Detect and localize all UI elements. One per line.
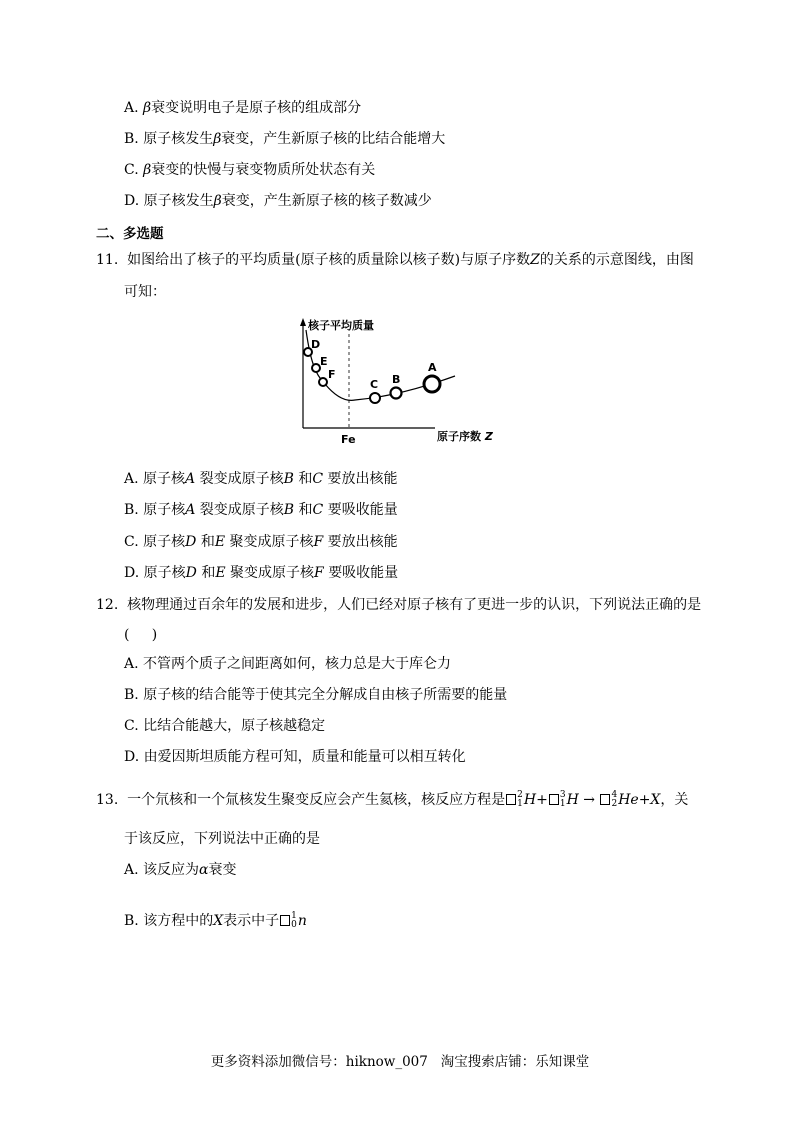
q11-option-c: C. 原子核D 和E 聚变成原子核F 要放出核能 <box>124 534 398 550</box>
q13-stem: 13. 一个氘核和一个氚核发生聚变反应会产生氦核，核反应方程是 2 1 H+ 3 1 H → 4 2 He+X，关 <box>96 790 689 809</box>
q13-option-a: A. 该反应为α衰变 <box>124 862 237 878</box>
fe-label: Fe <box>341 433 356 446</box>
q10-option-c: C. β衰变的快慢与衰变物质所处状态有关 <box>124 162 376 178</box>
label-d: D <box>311 338 321 351</box>
y-axis-arrow <box>300 318 306 326</box>
point-f <box>319 378 327 386</box>
label-b: B <box>392 373 401 386</box>
x-axis-label: 原子序数 Z <box>437 430 493 443</box>
q11-figure <box>295 316 505 450</box>
label-c: C <box>370 378 379 391</box>
q11-option-d: D. 原子核D 和E 聚变成原子核F 要吸收能量 <box>124 565 399 581</box>
q10-option-d: D. 原子核发生β衰变，产生新原子核的核子数减少 <box>124 193 432 209</box>
average-mass-graph <box>295 316 505 446</box>
label-a: A <box>428 361 437 374</box>
q11-stem: 11. 如图给出了核子的平均质量(原子核的质量除以核子数)与原子序数Z的关系的示意图线，由图 <box>96 252 694 268</box>
footer: 更多资料添加微信号：hiknow_007 淘宝搜索店铺：乐知课堂 <box>210 1054 590 1070</box>
q10-option-a: A. β衰变说明电子是原子核的组成部分 <box>124 100 362 116</box>
label-e: E <box>320 355 328 368</box>
point-a <box>424 376 440 392</box>
point-c <box>370 393 380 403</box>
box-glyph <box>280 915 290 926</box>
section-title: 二、多选题 <box>96 226 164 242</box>
y-axis-label: 核子平均质量 <box>308 319 374 332</box>
q11-option-a: A. 原子核A 裂变成原子核B 和C 要放出核能 <box>124 471 398 487</box>
point-b <box>391 388 402 399</box>
box-glyph <box>549 794 559 805</box>
q11-stem-cont: 可知： <box>124 284 166 300</box>
q12-paren: ( ) <box>124 627 158 643</box>
q12-option-d: D. 由爱因斯坦质能方程可知，质量和能量可以相互转化 <box>124 749 466 765</box>
box-glyph <box>506 794 516 805</box>
q12-option-b: B. 原子核的结合能等于使其完全分解成自由核子所需要的能量 <box>124 687 508 703</box>
q13-option-b: B. 该方程中的X表示中子 1 0 n <box>124 911 307 930</box>
label-f: F <box>328 368 336 381</box>
q13-stem-cont: 于该反应，下列说法中正确的是 <box>124 831 320 847</box>
q12-option-c: C. 比结合能越大，原子核越稳定 <box>124 718 326 734</box>
q12-stem: 12. 核物理通过百余年的发展和进步，人们已经对原子核有了更进一步的认识，下列说法正确的是 <box>96 597 702 613</box>
q12-option-a: A. 不管两个质子之间距离如何，核力总是大于库仑力 <box>124 656 452 672</box>
q10-option-b: B. 原子核发生β衰变，产生新原子核的比结合能增大 <box>124 131 446 147</box>
point-e <box>312 364 320 372</box>
q11-option-b: B. 原子核A 裂变成原子核B 和C 要吸收能量 <box>124 502 398 518</box>
box-glyph <box>600 794 610 805</box>
